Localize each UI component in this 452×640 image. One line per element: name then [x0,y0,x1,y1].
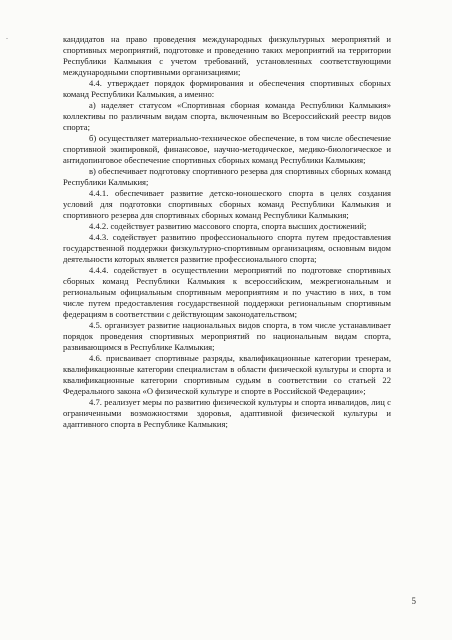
paragraph-4-4-a: а) наделяет статусом «Спортивная сборная команда Республики Калмыкия» коллективы по различным видам спорта, включенным во Всероссийский реестр видов спорта; [63,100,391,132]
paragraph-4-6: 4.6. присваивает спортивные разряды, квалификационные категории тренерам, квалификационные категории специалистам в области физической культуры и спорта и квалификационные категории спортивным судьям в соответствии со статьей 22 Федерального закона «О физической культуре и спорте в Российской Федерации»; [63,353,391,396]
scan-artifact [6,38,8,39]
paragraph-4-4-3: 4.4.3. содействует развитию профессионального спорта путем предоставления государственной поддержки физкультурно-спортивным организациям, основным видом деятельности которых является развитие профессионального спорта; [63,232,391,264]
paragraph-4-4-b: б) осуществляет материально-техническое обеспечение, в том числе обеспечение спортивной экипировкой, финансовое, научно-методическое, медико-биологическое и антидопинговое обеспечение спортивных сборных команд Республики Калмыкия; [63,133,391,165]
document-body [63,34,391,430]
paragraph-4-4-4: 4.4.4. содействует в осуществлении мероприятий по подготовке спортивных сборных команд Республики Калмыкия к всероссийским, межрегиональным и региональным официальным спортивным мероприятиям и по участию в них, в том числе путем предоставления государственной поддержки региональным спортивным федерациям в соответствии с действующим законодательством; [63,265,391,319]
paragraph-continuation: кандидатов на право проведения международных физкультурных мероприятий и спортивных мероприятий, подготовке и проведению таких мероприятий на территории Республики Калмыкия с учетом требований, установленных соответствующими международными спортивными организациями; [63,34,391,77]
paragraph-4-7: 4.7. реализует меры по развитию физической культуры и спорта инвалидов, лиц с ограниченными возможностями здоровья, адаптивной физической культуры и адаптивного спорта в Республике Калмыкия; [63,397,391,429]
paragraph-4-4: 4.4. утверждает порядок формирования и обеспечения спортивных сборных команд Республики Калмыкия, а именно: [63,78,391,99]
paragraph-4-4-1: 4.4.1. обеспечивает развитие детско-юношеского спорта в целях создания условий для подготовки спортивных сборных команд Республики Калмыкия и спортивного резерва для спортивных сборных команд Республики Калмыкия; [63,188,391,220]
page-number: 5 [411,596,416,606]
paragraph-4-4-v: в) обеспечивает подготовку спортивного резерва для спортивных сборных команд Республики Калмыкия; [63,166,391,187]
paragraph-4-5: 4.5. организует развитие национальных видов спорта, в том числе устанавливает порядок проведения спортивных мероприятий по национальным видам спорта, развивающимся в Республике Калмыкия; [63,320,391,352]
paragraph-4-4-2: 4.4.2. содействует развитию массового спорта, спорта высших достижений; [89,221,367,231]
